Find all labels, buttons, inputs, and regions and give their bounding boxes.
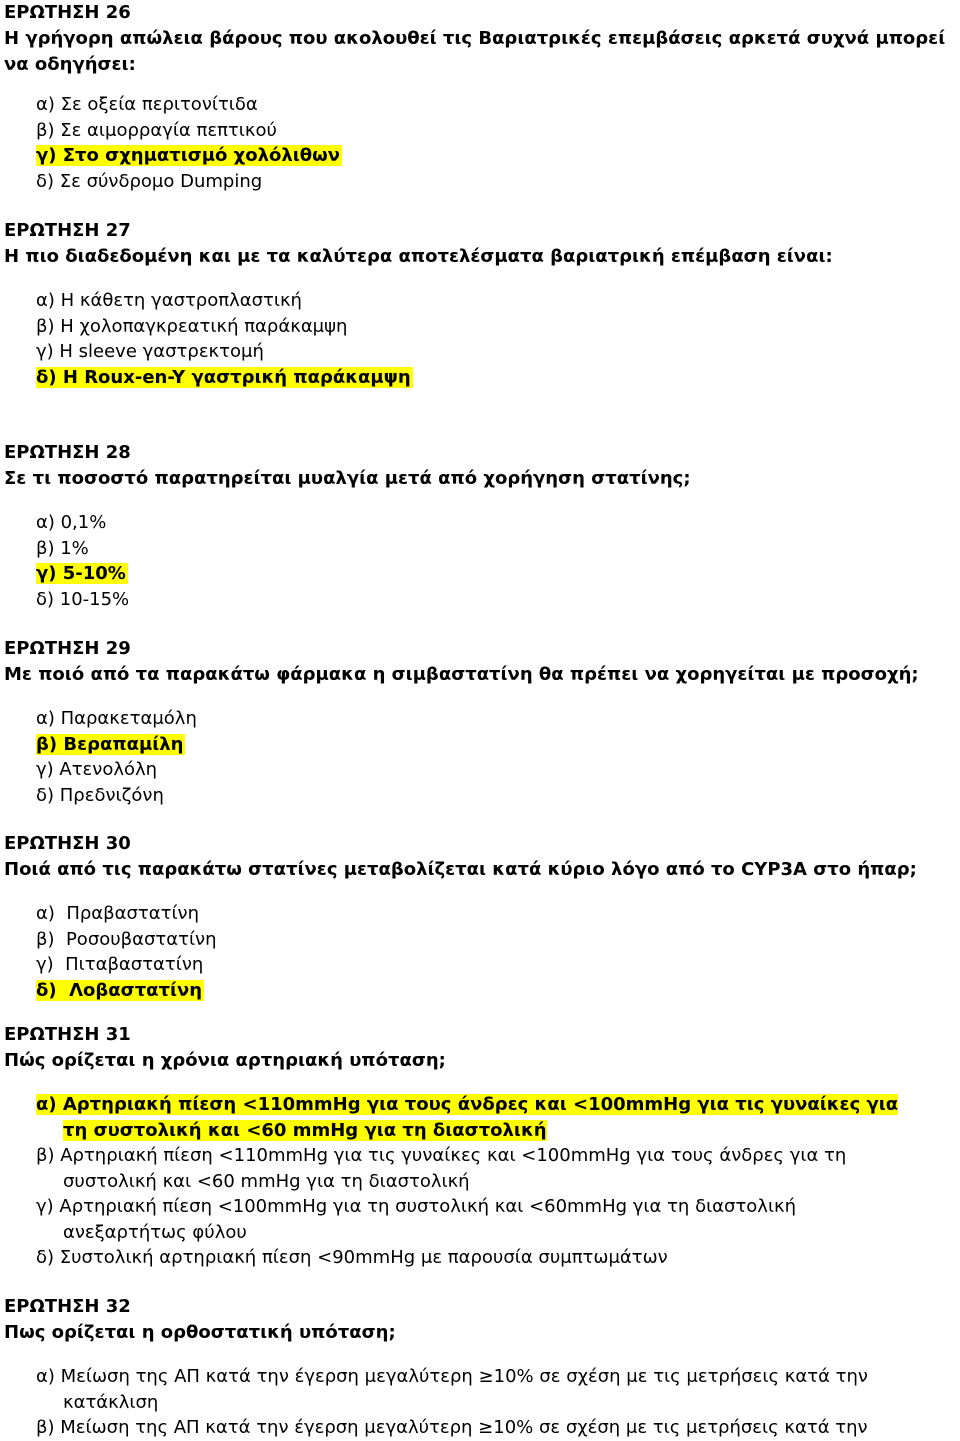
question-text: Η πιο διαδεδομένη και με τα καλύτερα αποτελέσματα βαριατρική επέμβαση είναι: bbox=[4, 246, 833, 267]
option-a: α) Μείωση της ΑΠ κατά την έγερση μεγαλύτερη ≥10% σε σχέση με τις μετρήσεις κατά την κατάκλιση bbox=[36, 1366, 868, 1413]
option-c-correct-answer: γ) 5-10% bbox=[36, 563, 126, 584]
question-title: ΕΡΩΤΗΣΗ 31 bbox=[4, 1024, 131, 1045]
question-title: ΕΡΩΤΗΣΗ 26 bbox=[4, 2, 131, 23]
question-30 bbox=[4, 831, 960, 1003]
option-d: δ) Σε σύνδρομο Dumping bbox=[36, 170, 263, 192]
question-title: ΕΡΩΤΗΣΗ 32 bbox=[4, 1296, 131, 1317]
question-27 bbox=[4, 218, 960, 390]
option-a: α) Σε οξεία περιτονίτιδα bbox=[36, 94, 258, 115]
question-text: Με ποιό από τα παρακάτω φάρμακα η σιμβαστατίνη θα πρέπει να χορηγείται με προσοχή; bbox=[4, 664, 919, 685]
option-c: γ) Ατενολόλη bbox=[36, 759, 158, 780]
option-a: α) 0,1% bbox=[36, 512, 107, 533]
option-c: γ) Αρτηριακή πίεση <100mmHg για τη συστολική και <60mmHg για τη διαστολική ανεξαρτήτως φύλου bbox=[36, 1196, 797, 1243]
question-text: Η γρήγορη απώλεια βάρους που ακολουθεί τις Βαριατρικές επεμβάσεις αρκετά συχνά μπορεί να οδηγήσει: bbox=[4, 28, 946, 75]
option-b: β) Αρτηριακή πίεση <110mmHg για τις γυναίκες και <100mmHg για τους άνδρες για τη συστολική και <60 mmHg για τη διαστολική bbox=[36, 1145, 847, 1192]
option-a: α) Η κάθετη γαστροπλαστική bbox=[36, 290, 302, 311]
option-d-correct-answer: δ) Η Roux-en-Y γαστρική παράκαμψη bbox=[36, 366, 411, 388]
question-28 bbox=[4, 440, 960, 612]
question-title: ΕΡΩΤΗΣΗ 28 bbox=[4, 442, 131, 463]
option-d-correct-answer: δ) Λοβαστατίνη bbox=[36, 979, 203, 1001]
question-title: ΕΡΩΤΗΣΗ 30 bbox=[4, 833, 131, 854]
option-d: δ) Συστολική αρτηριακή πίεση <90mmHg με παρουσία συμπτωμάτων bbox=[36, 1247, 668, 1268]
question-31 bbox=[4, 1022, 960, 1271]
question-text: Ποιά από τις παρακάτω στατίνες μεταβολίζεται κατά κύριο λόγο από το CYP3A στο ήπαρ; bbox=[4, 859, 917, 880]
question-32 bbox=[4, 1294, 960, 1441]
option-b: β) 1% bbox=[36, 537, 89, 559]
option-b: β) Σε αιμορραγία πεπτικού bbox=[36, 119, 277, 141]
question-text: Πώς ορίζεται η χρόνια αρτηριακή υπόταση; bbox=[4, 1050, 446, 1071]
question-title: ΕΡΩΤΗΣΗ 27 bbox=[4, 220, 131, 241]
option-b: β) Η χολοπαγκρεατική παράκαμψη bbox=[36, 315, 348, 337]
question-text: Σε τι ποσοστό παρατηρείται μυαλγία μετά από χορήγηση στατίνης; bbox=[4, 468, 691, 489]
option-a: α) Πραβαστατίνη bbox=[36, 903, 200, 924]
option-b-correct-answer: β) Βεραπαμίλη bbox=[36, 733, 184, 755]
question-text: Πως ορίζεται η ορθοστατική υπόταση; bbox=[4, 1322, 396, 1343]
option-c: γ) Η sleeve γαστρεκτομή bbox=[36, 341, 264, 362]
option-b: β) Μείωση της ΑΠ κατά την έγερση μεγαλύτερη ≥10% σε σχέση με τις μετρήσεις κατά την bbox=[36, 1417, 868, 1438]
option-a-correct-answer: α) Αρτηριακή πίεση <110mmHg για τους άνδρες και <100mmHg για τις γυναίκες για τη συστολική και <60 mmHg για τη διαστολική bbox=[36, 1094, 899, 1141]
question-title: ΕΡΩΤΗΣΗ 29 bbox=[4, 638, 131, 659]
option-d: δ) 10-15% bbox=[36, 588, 130, 610]
option-a: α) Παρακεταμόλη bbox=[36, 708, 197, 729]
option-b: β) Ροσουβαστατίνη bbox=[36, 928, 217, 950]
question-29 bbox=[4, 636, 960, 808]
option-c: γ) Πιταβαστατίνη bbox=[36, 954, 204, 975]
question-26 bbox=[4, 0, 960, 194]
option-c-correct-answer: γ) Στο σχηματισμό χολόλιθων bbox=[36, 145, 341, 166]
option-d: δ) Πρεδνιζόνη bbox=[36, 784, 164, 806]
